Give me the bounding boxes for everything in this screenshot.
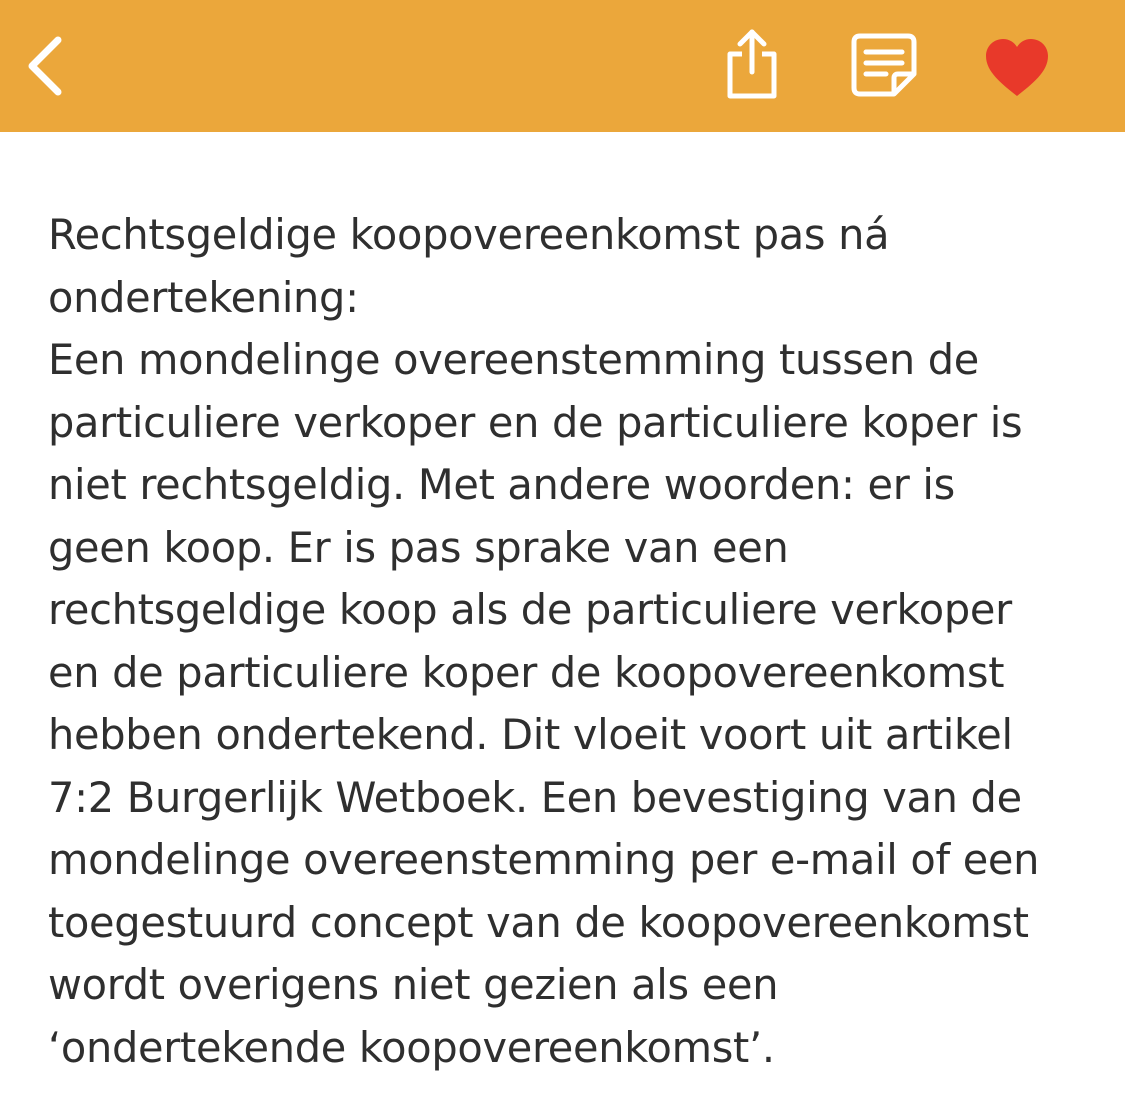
share-icon[interactable] bbox=[716, 26, 788, 102]
article-line: geen koop. Er is pas sprake van een bbox=[48, 522, 789, 572]
article-line: Rechtsgeldige koopovereenkomst pas ná bbox=[48, 210, 890, 259]
notes-icon[interactable] bbox=[848, 30, 922, 100]
top-toolbar bbox=[0, 0, 1125, 132]
article-line: ‘ondertekende koopovereenkomst’. bbox=[48, 1022, 775, 1072]
article-line: toegestuurd concept van de koopovereenkomst bbox=[48, 897, 1029, 947]
article-line: niet rechtsgeldig. Met andere woorden: er is bbox=[48, 460, 955, 509]
article-line: Een mondelinge overeenstemming tussen de bbox=[48, 335, 980, 384]
article-line: ondertekening: bbox=[48, 272, 359, 322]
article-line: wordt overigens niet gezien als een bbox=[48, 960, 779, 1009]
article-line: hebben ondertekend. Dit vloeit voort uit artikel bbox=[48, 710, 1013, 759]
article-line: en de particuliere koper de koopovereenkomst bbox=[48, 647, 1005, 697]
article-paragraph bbox=[48, 204, 1093, 1079]
article-line: mondelinge overeenstemming per e-mail of een bbox=[48, 835, 1040, 884]
chevron-left-icon[interactable] bbox=[18, 30, 74, 102]
article-content bbox=[0, 132, 1125, 1116]
article-line: rechtsgeldige koop als de particuliere verkoper bbox=[48, 585, 1012, 634]
article-line: 7:2 Burgerlijk Wetboek. Een bevestiging van de bbox=[48, 772, 1022, 822]
article-line: particuliere verkoper en de particuliere koper is bbox=[48, 397, 1023, 447]
heart-icon[interactable] bbox=[982, 36, 1052, 98]
